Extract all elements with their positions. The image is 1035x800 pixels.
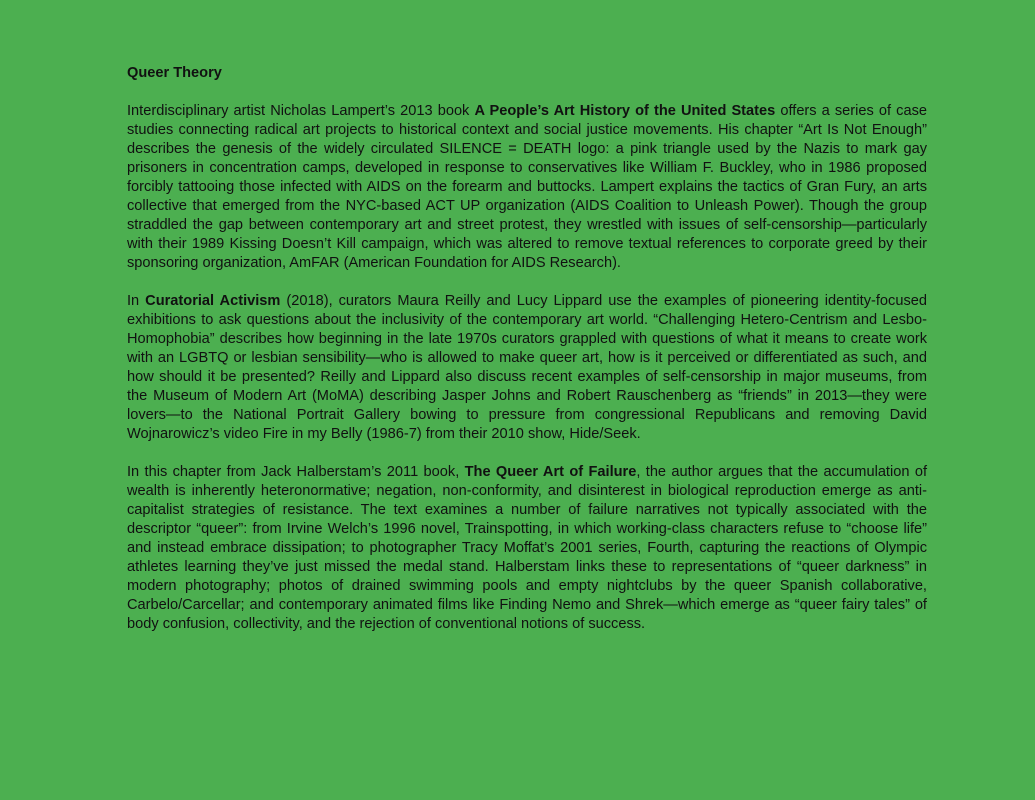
paragraph-text: (2018), curators Maura Reilly and Lucy Lippard use the examples of pioneering identity-focused exhibitions to ask questions about the inclusivity of the contemporary art world. “Challenging Hetero-Centrism and Lesbo-Homophobia” describes how beginning in the late 1970s curators grappled with questions of what it means to create work with an LGBTQ or lesbian sensibility—who is allowed to make queer art, how is it perceived or differentiated as such, and how should it be presented? Reilly and Lippard also discuss recent examples of self-censorship in major museums, from the Museum of Modern Art (MoMA) describing Jasper Johns and Robert Rauschenberg as “friends” in 2013—they were lovers—to the National Portrait Gallery bowing to pressure from congressional Republicans and removing David Wojnarowicz’s video Fire in my Belly (1986-7) from their 2010 show, Hide/Seek. (127, 293, 927, 442)
book-title: A People’s Art History of the United States (474, 103, 776, 119)
section-heading: Queer Theory (127, 65, 222, 81)
paragraph-lampert (127, 102, 927, 273)
book-title: The Queer Art of Failure (464, 464, 637, 480)
paragraph-text: offers a series of case studies connecting radical art projects to historical context and social justice movements. His chapter “Art Is Not Enough” describes the genesis of the widely circulated SILENCE = DEATH logo: a pink triangle used by the Nazis to mark gay prisoners in concentration camps, developed in response to conservatives like William F. Buckley, who in 1986 proposed forcibly tattooing those infected with AIDS on the forearm and buttocks. Lampert explains the tactics of Gran Fury, an arts collective that emerged from the NYC-based ACT UP organization (AIDS Coalition to Unleash Power). Though the group straddled the gap between contemporary art and street protest, they wrestled with issues of self-censorship—particularly with their 1989 Kissing Doesn’t Kill campaign, which was altered to remove textual references to corporate greed by their sponsoring organization, AmFAR (American Foundation for AIDS Research). (127, 103, 927, 271)
document-body (127, 64, 927, 653)
paragraph-halberstam (127, 463, 927, 634)
paragraph-curatorial-activism (127, 292, 927, 444)
paragraph-text: , the author argues that the accumulation of wealth is inherently heteronormative; negation, non-conformity, and disinterest in biological reproduction emerge as anti-capitalist strategies of resistance. The text examines a number of failure narratives not typically associated with the descriptor “queer”: from Irvine Welch’s 1996 novel, Trainspotting, in which working-class characters refuse to “choose life” and instead embrace dissipation; to photographer Tracy Moffat’s 2001 series, Fourth, capturing the reactions of Olympic athletes learning they’ve just missed the medal stand. Halberstam links these to representations of “queer darkness” in modern photography; photos of drained swimming pools and empty nightclubs by the queer Spanish collaborative, Carbelo/Carcellar; and contemporary animated films like Finding Nemo and Shrek—which emerge as “queer fairy tales” of body confusion, collectivity, and the rejection of conventional notions of success. (127, 464, 927, 632)
paragraph-text: In this chapter from Jack Halberstam’s 2011 book, (127, 464, 465, 480)
book-title: Curatorial Activism (145, 293, 281, 309)
paragraph-text: Interdisciplinary artist Nicholas Lampert’s 2013 book (127, 103, 475, 119)
paragraph-text: In (127, 293, 146, 309)
